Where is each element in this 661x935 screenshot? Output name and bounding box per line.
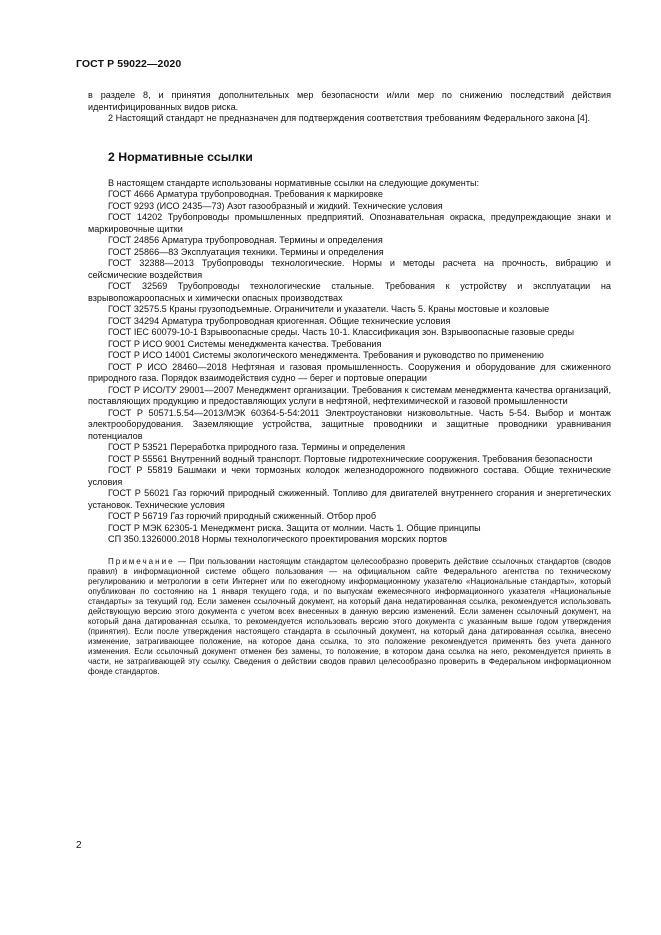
reference-item: ГОСТ Р 56719 Газ горючий природный сжиженный. Отбор проб <box>108 511 377 521</box>
section-lead: В настоящем стандарте использованы нормативные ссылки на следующие документы: <box>108 177 480 188</box>
note-text: — При пользовании настоящим стандартом целесообразно проверить действие ссылочных стандартов (сводов правил) в информационной системе общего пользования — на официальном сайте Федерального агентства по техническому регулированию и метрологии в сети Интернет или по ежегодному информационному указателю «Национальные стандарты», который опубликован по состоянию на 1 января текущего года, и по выпускам ежемесячного информационного указателя «Национальные стандарты» за текущий год. Если заменен ссылочный документ, на который дана недатированная ссылка, рекомендуется использовать действующую версию этого документа с учетом всех внесенных в данную версию изменений. Если заменен ссылочный документ, на который дана датированная ссылка, то рекомендуется использовать версию этого документа с указанным выше годом утверждения (принятия). Если после утверждения настоящего стандарта в ссылочный документ, на который дана датированная ссылка, внесено изменение, затрагивающее положение, на которое дана ссылка, то это положение рекомендуется применять без учета данного изменения. Если ссылочный документ отменен без замены, то положение, в котором дана ссылка на него, рекомендуется принять в части, не затрагивающей эту ссылку. Сведения о действии сводов правил целесообразно проверить в Федеральном информационном фонде стандартов. <box>88 556 611 677</box>
reference-item: ГОСТ Р МЭК 62305-1 Менеджмент риска. Защита от молнии. Часть 1. Общие принципы <box>108 522 481 533</box>
section-title: 2 Нормативные ссылки <box>108 149 253 164</box>
reference-item: ГОСТ Р 55819 Башмаки и чеки тормозных колодок железнодорожного подвижного состава. Общие технические условия <box>88 465 611 487</box>
intro-paragraph-1: в разделе 8, и принятия дополнительных мер безопасности и/или мер по снижению последствий действия идентифицированных видов риска. <box>88 90 611 112</box>
reference-item: ГОСТ IEC 60079-10-1 Взрывоопасные среды. Часть 10-1. Классификация зон. Взрывоопасные газовые среды <box>108 327 574 337</box>
reference-item: ГОСТ Р ИСО/ТУ 29001—2007 Менеджмент организации. Требования к системам менеджмента качества организаций, поставляющих продукцию и предоставляющих услуги в нефтяной, нефтехимической и газовой промышленности <box>88 384 611 406</box>
intro-paragraph-2: 2 Настоящий стандарт не предназначен для подтверждения соответствия требованиям Федерального закона [4]. <box>108 113 590 123</box>
reference-item: ГОСТ Р ИСО 14001 Системы экологического менеджмента. Требования и руководство по применению <box>108 350 544 360</box>
reference-item: ГОСТ 14202 Трубопроводы промышленных предприятий. Опознавательная окраска, предупреждающие знаки и маркировочные щитки <box>88 212 611 234</box>
page-number: 2 <box>76 840 82 851</box>
reference-item: ГОСТ Р ИСО 28460—2018 Нефтяная и газовая промышленность. Сооружения и оборудование для сжиженного природного газа. Порядок взаимодействия судно — берег и портовые операции <box>88 361 611 383</box>
reference-item: ГОСТ Р ИСО 9001 Системы менеджмента качества. Требования <box>108 338 382 349</box>
reference-item: ГОСТ 32388—2013 Трубопроводы технологические. Нормы и методы расчета на прочность, вибрацию и сейсмические воздействия <box>88 258 611 280</box>
document-header: ГОСТ Р 59022—2020 <box>76 58 182 70</box>
reference-item: СП 350.1326000.2018 Нормы технологического проектирования морских портов <box>108 534 448 544</box>
reference-item: ГОСТ 9293 (ИСО 2435—73) Азот газообразный и жидкий. Технические условия <box>108 200 443 211</box>
reference-item: ГОСТ Р 53521 Переработка природного газа. Термины и определения <box>108 442 406 452</box>
reference-item: ГОСТ Р 56021 Газ горючий природный сжиженный. Топливо для двигателей внутреннего сгорания и энергетических установок. Технические условия <box>88 488 611 510</box>
note-paragraph <box>88 557 611 678</box>
reference-item: ГОСТ 32575.5 Краны грузоподъемные. Ограничители и указатели. Часть 5. Краны мостовые и козловые <box>108 304 550 314</box>
reference-item: ГОСТ Р 50571.5.54—2013/МЭК 60364-5-54:2011 Электроустановки низковольтные. Часть 5-54. Выбор и монтаж электрооборудования. Заземляющие устройства, защитные проводники и защитные проводники уравнивания потенциалов <box>88 407 611 441</box>
reference-item: ГОСТ 25866—83 Эксплуатация техники. Термины и определения <box>108 246 384 257</box>
document-body <box>88 90 611 685</box>
reference-item: ГОСТ Р 55561 Внутренний водный транспорт. Портовые гидротехнические сооружения. Требования безопасности <box>108 453 593 464</box>
reference-item: ГОСТ 4666 Арматура трубопроводная. Требования к маркировке <box>108 189 383 199</box>
reference-item: ГОСТ 24856 Арматура трубопроводная. Термины и определения <box>108 235 383 245</box>
reference-item: ГОСТ 32569 Трубопроводы технологические стальные. Требования к устройству и эксплуатации на взрывопожароопасных и химически опасных производствах <box>88 281 611 303</box>
reference-list <box>88 189 611 546</box>
note-label: Примечание <box>108 556 175 566</box>
reference-item: ГОСТ 34294 Арматура трубопроводная криогенная. Общие технические условия <box>108 315 451 326</box>
